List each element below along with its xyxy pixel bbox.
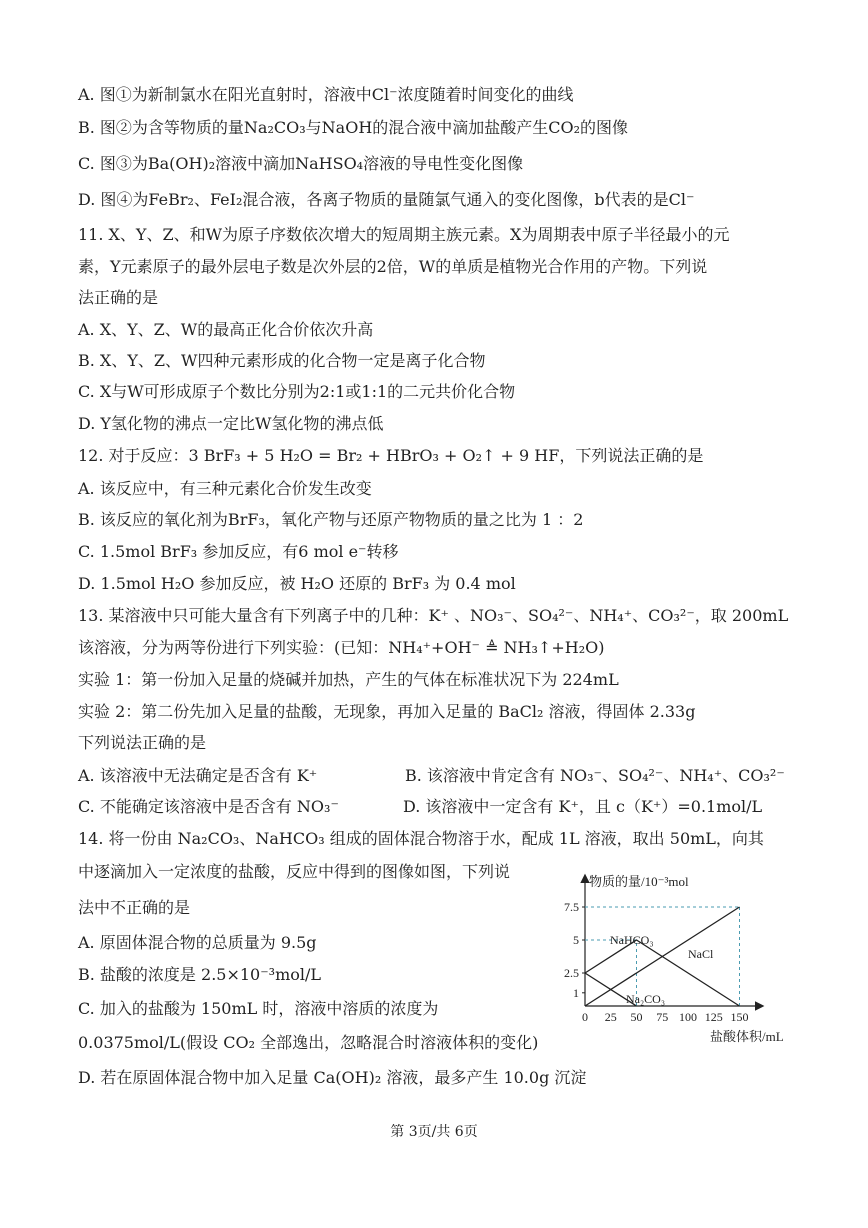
q12-option-c: C. 1.5mol BrF₃ 参加反应，有6 mol e⁻转移 (78, 542, 399, 561)
y-tick-label: 5 (573, 933, 579, 947)
x-tick-label: 150 (730, 1010, 749, 1024)
q14-stem-line1: 14. 将一份由 Na₂CO₃、NaHCO₃ 组成的固体混合物溶于水，配成 1L 溶液，取出 50mL，向其 (78, 829, 764, 848)
q11-stem-line1: 11. X、Y、Z、和W为原子序数依次增大的短周期主族元素。X为周期表中原子半径最小的元 (78, 225, 730, 244)
x-tick-label: 100 (679, 1010, 697, 1024)
x-tick-label: 75 (656, 1010, 669, 1024)
q13-stem-line5: 下列说法正确的是 (78, 733, 207, 752)
y-tick-label: 2.5 (564, 966, 579, 980)
q10-option-a: A. 图①为新制氯水在阳光直射时，溶液中Cl⁻浓度随着时间变化的曲线 (78, 85, 574, 104)
q11-stem-line2: 素，Y元素原子的最外层电子数是次外层的2倍，W的单质是植物光合作用的产物。下列说 (78, 257, 708, 276)
q14-option-a: A. 原固体混合物的总质量为 9.5g (78, 933, 317, 952)
y-axis-label: 物质的量/10⁻³mol (589, 874, 689, 889)
q14-option-c-line2: 0.0375mol/L(假设 CO₂ 全部逸出，忽略混合时溶液体积的变化) (78, 1033, 539, 1052)
series-label: NaHCO₃ (610, 933, 654, 947)
q13-stem-line2: 该溶液，分为两等份进行下列实验：(已知：NH₄⁺+OH⁻ ≜ NH₃↑+H₂O) (78, 638, 605, 657)
q12-option-a: A. 该反应中，有三种元素化合价发生改变 (78, 479, 372, 498)
y-tick-label: 7.5 (564, 900, 579, 914)
page-footer: 第 3页/共 6页 (390, 1124, 478, 1140)
q13-stem-line1: 13. 某溶液中只可能大量含有下列离子中的几种：K⁺ 、NO₃⁻、SO₄²⁻、NH₄⁺、CO₃²⁻，取 200mL (78, 606, 789, 625)
q14-option-d: D. 若在原固体混合物中加入足量 Ca(OH)₂ 溶液，最多产生 10.0g 沉淀 (78, 1068, 587, 1087)
x-axis-label: 盐酸体积/mL (710, 1029, 784, 1044)
q12-stem: 12. 对于反应：3 BrF₃ + 5 H₂O = Br₂ + HBrO₃ + O₂↑ + 9 HF，下列说法正确的是 (78, 446, 704, 465)
q13-stem-line4: 实验 2：第二份先加入足量的盐酸，无现象，再加入足量的 BaCl₂ 溶液，得固体 2.33g (78, 702, 696, 721)
q11-option-b: B. X、Y、Z、W四种元素形成的化合物一定是离子化合物 (78, 351, 486, 370)
q13-option-a: A. 该溶液中无法确定是否含有 K⁺ (78, 766, 318, 785)
q10-option-b: B. 图②为含等物质的量Na₂CO₃与NaOH的混合液中滴加盐酸产生CO₂的图像 (78, 118, 629, 137)
q14-option-b: B. 盐酸的浓度是 2.5×10⁻³mol/L (78, 965, 322, 984)
q10-option-d: D. 图④为FeBr₂、FeI₂混合液，各离子物质的量随氯气通入的变化图像，b代表的是Cl⁻ (78, 190, 695, 209)
q13-stem-line3: 实验 1：第一份加入足量的烧碱并加热，产生的气体在标准状况下为 224mL (78, 670, 619, 689)
q14-stem-line3: 法中不正确的是 (78, 898, 191, 917)
q11-option-a: A. X、Y、Z、W的最高正化合价依次升高 (78, 320, 374, 339)
q13-option-d: D. 该溶液中一定含有 K⁺，且 c（K⁺）=0.1mol/L (403, 797, 763, 816)
q12-option-d: D. 1.5mol H₂O 参加反应，被 H₂O 还原的 BrF₃ 为 0.4 mol (78, 574, 516, 593)
q11-option-d: D. Y氢化物的沸点一定比W氢化物的沸点低 (78, 414, 384, 433)
series-label: Na₂CO₃ (626, 992, 666, 1006)
y-tick-label: 1 (573, 985, 579, 1000)
x-tick-label: 125 (704, 1010, 723, 1024)
x-tick-label: 25 (604, 1010, 617, 1024)
q14-option-c-line1: C. 加入的盐酸为 150mL 时，溶液中溶质的浓度为 (78, 999, 439, 1018)
q14-chart (550, 866, 810, 1052)
q13-option-b: B. 该溶液中肯定含有 NO₃⁻、SO₄²⁻、NH₄⁺、CO₃²⁻ (405, 766, 785, 785)
q12-option-b: B. 该反应的氧化剂为BrF₃，氧化产物与还原产物物质的量之比为 1 ：2 (78, 510, 584, 529)
q14-stem-line2: 中逐滴加入一定浓度的盐酸，反应中得到的图像如图，下列说 (78, 862, 511, 881)
x-tick-label: 50 (630, 1010, 643, 1024)
q13-option-c: C. 不能确定该溶液中是否含有 NO₃⁻ (78, 797, 339, 816)
q10-option-c: C. 图③为Ba(OH)₂溶液中滴加NaHSO₄溶液的导电性变化图像 (78, 154, 524, 173)
q11-stem-line3: 法正确的是 (78, 288, 159, 307)
series-label: NaCl (688, 947, 714, 961)
x-tick-label: 0 (582, 1010, 588, 1024)
q11-option-c: C. X与W可形成原子个数比分别为2:1或1:1的二元共价化合物 (78, 382, 516, 401)
